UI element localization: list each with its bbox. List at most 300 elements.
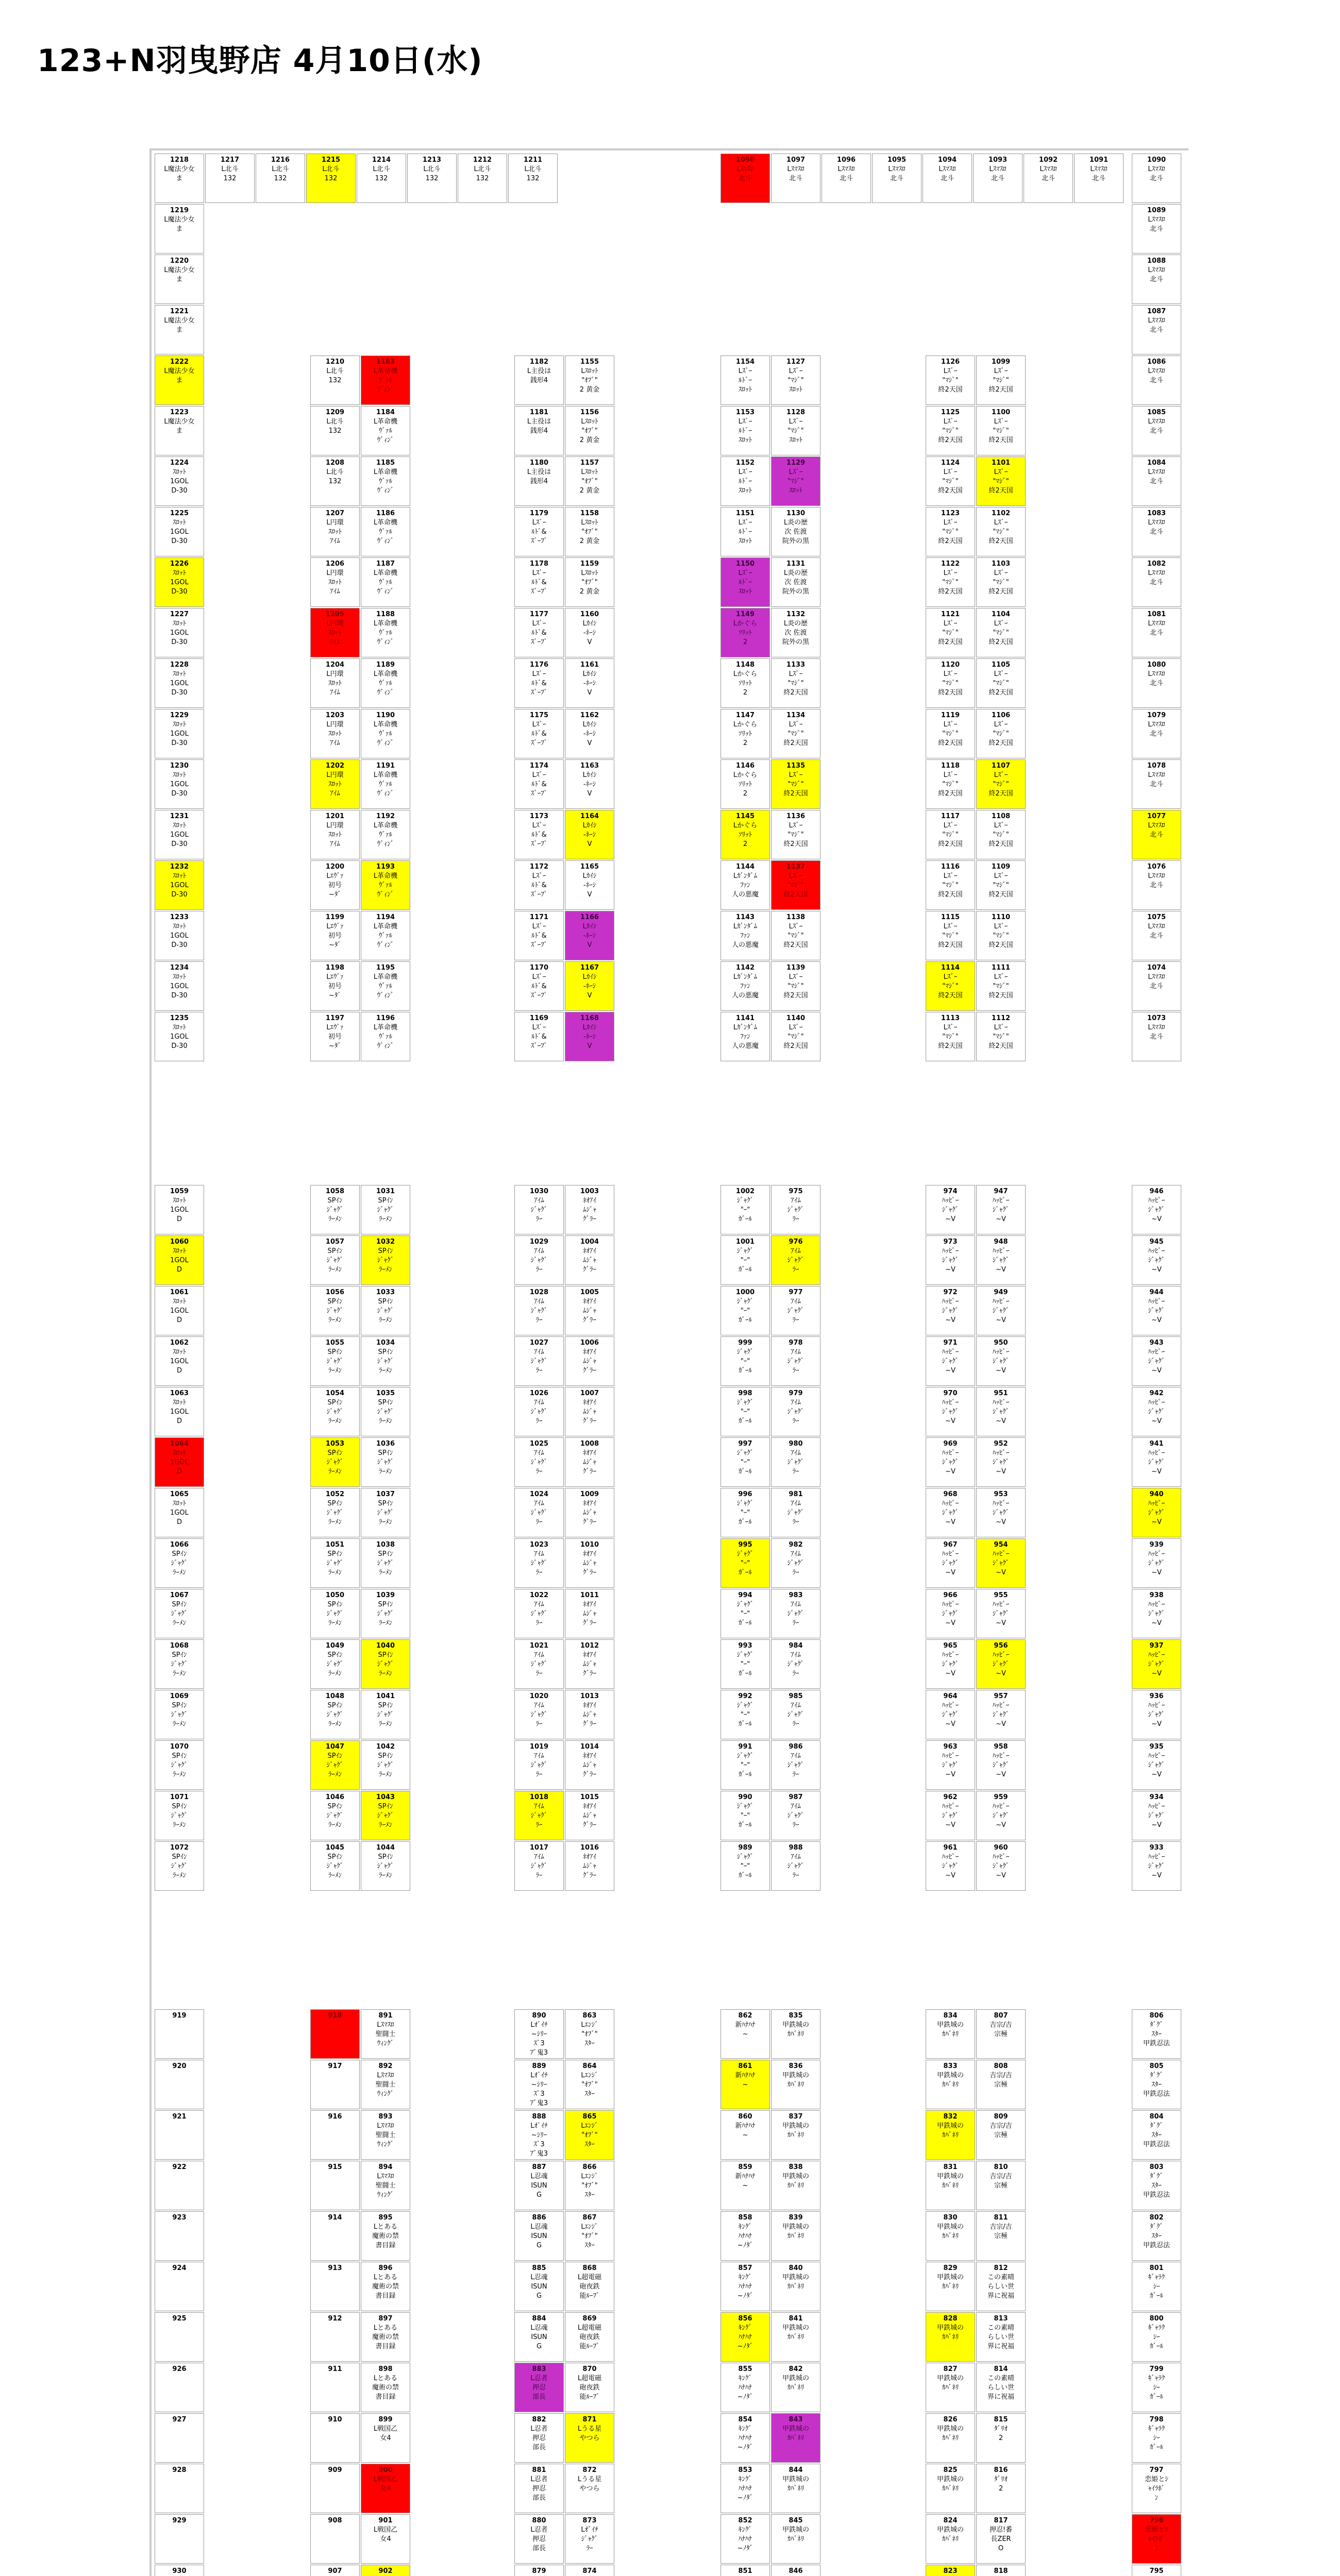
machine-cell-1087[interactable] (1132, 305, 1181, 354)
machine-cell-935[interactable] (1132, 1740, 1181, 1790)
machine-cell-836[interactable] (771, 2060, 820, 2109)
machine-cell-1051[interactable] (310, 1538, 360, 1588)
machine-cell-859[interactable] (721, 2161, 770, 2210)
machine-cell-1216[interactable] (256, 154, 305, 203)
machine-cell-1052[interactable] (310, 1488, 360, 1537)
machine-cell-1108[interactable] (976, 810, 1026, 859)
machine-cell-805[interactable] (1132, 2060, 1181, 2109)
machine-cell-1054[interactable] (310, 1387, 360, 1436)
machine-cell-899[interactable] (361, 2413, 410, 2463)
machine-cell-1154[interactable] (721, 355, 770, 405)
machine-cell-949[interactable] (976, 1286, 1026, 1335)
machine-cell-1001[interactable] (721, 1235, 770, 1285)
machine-cell-926[interactable] (155, 2363, 204, 2412)
machine-cell-807[interactable] (976, 2009, 1026, 2059)
machine-cell-1024[interactable] (514, 1488, 564, 1537)
machine-cell-1084[interactable] (1132, 456, 1181, 506)
machine-cell-1214[interactable] (357, 154, 406, 203)
machine-cell-1022[interactable] (514, 1589, 564, 1638)
machine-cell-1209[interactable] (310, 406, 360, 455)
machine-cell-1223[interactable] (155, 406, 204, 455)
machine-cell-1042[interactable] (361, 1740, 410, 1790)
machine-cell-1110[interactable] (976, 911, 1026, 960)
machine-cell-1067[interactable] (155, 1589, 204, 1638)
machine-cell-1002[interactable] (721, 1185, 770, 1234)
machine-cell-817[interactable] (976, 2514, 1026, 2564)
machine-cell-1138[interactable] (771, 911, 820, 960)
machine-cell-1220[interactable] (155, 255, 204, 304)
machine-cell-961[interactable] (926, 1841, 975, 1891)
machine-cell-885[interactable] (514, 2262, 564, 2311)
machine-cell-1123[interactable] (926, 507, 975, 556)
machine-cell-1063[interactable] (155, 1387, 204, 1436)
machine-cell-1133[interactable] (771, 658, 820, 708)
machine-cell-1228[interactable] (155, 658, 204, 708)
machine-cell-1032[interactable] (361, 1235, 410, 1285)
machine-cell-1222[interactable] (155, 355, 204, 405)
machine-cell-1113[interactable] (926, 1012, 975, 1061)
machine-cell-865[interactable] (565, 2110, 614, 2160)
machine-cell-937[interactable] (1132, 1639, 1181, 1689)
machine-cell-1115[interactable] (926, 911, 975, 960)
machine-cell-815[interactable] (976, 2413, 1026, 2463)
machine-cell-1125[interactable] (926, 406, 975, 455)
machine-cell-990[interactable] (721, 1791, 770, 1840)
machine-cell-1143[interactable] (721, 911, 770, 960)
machine-cell-1178[interactable] (514, 557, 564, 607)
machine-cell-977[interactable] (771, 1286, 820, 1335)
machine-cell-1184[interactable] (361, 406, 410, 455)
machine-cell-1099[interactable] (976, 355, 1026, 405)
machine-cell-1010[interactable] (565, 1538, 614, 1588)
machine-cell-940[interactable] (1132, 1488, 1181, 1537)
machine-cell-893[interactable] (361, 2110, 410, 2160)
machine-cell-1100[interactable] (976, 406, 1026, 455)
machine-cell-934[interactable] (1132, 1791, 1181, 1840)
machine-cell-888[interactable] (514, 2110, 564, 2160)
machine-cell-1134[interactable] (771, 709, 820, 758)
machine-cell-1151[interactable] (721, 507, 770, 556)
machine-cell-1091[interactable] (1074, 154, 1124, 203)
machine-cell-823[interactable] (926, 2565, 975, 2576)
machine-cell-1199[interactable] (310, 911, 360, 960)
machine-cell-1101[interactable] (976, 456, 1026, 506)
machine-cell-1152[interactable] (721, 456, 770, 506)
machine-cell-941[interactable] (1132, 1437, 1181, 1487)
machine-cell-956[interactable] (976, 1639, 1026, 1689)
machine-cell-854[interactable] (721, 2413, 770, 2463)
machine-cell-886[interactable] (514, 2211, 564, 2261)
machine-cell-1008[interactable] (565, 1437, 614, 1487)
machine-cell-1028[interactable] (514, 1286, 564, 1335)
machine-cell-1078[interactable] (1132, 759, 1181, 809)
machine-cell-1058[interactable] (310, 1185, 360, 1234)
machine-cell-1208[interactable] (310, 456, 360, 506)
machine-cell-982[interactable] (771, 1538, 820, 1588)
machine-cell-894[interactable] (361, 2161, 410, 2210)
machine-cell-968[interactable] (926, 1488, 975, 1537)
machine-cell-1205[interactable] (310, 608, 360, 657)
machine-cell-1007[interactable] (565, 1387, 614, 1436)
machine-cell-1225[interactable] (155, 507, 204, 556)
machine-cell-1215[interactable] (306, 154, 356, 203)
machine-cell-1114[interactable] (926, 961, 975, 1011)
machine-cell-1040[interactable] (361, 1639, 410, 1689)
machine-cell-808[interactable] (976, 2060, 1026, 2109)
machine-cell-1020[interactable] (514, 1690, 564, 1739)
machine-cell-892[interactable] (361, 2060, 410, 2109)
machine-cell-889[interactable] (514, 2060, 564, 2109)
machine-cell-1200[interactable] (310, 860, 360, 910)
machine-cell-853[interactable] (721, 2464, 770, 2513)
machine-cell-907[interactable] (310, 2565, 360, 2576)
machine-cell-925[interactable] (155, 2312, 204, 2362)
machine-cell-799[interactable] (1132, 2363, 1181, 2412)
machine-cell-913[interactable] (310, 2262, 360, 2311)
machine-cell-992[interactable] (721, 1690, 770, 1739)
machine-cell-985[interactable] (771, 1690, 820, 1739)
machine-cell-918[interactable] (310, 2009, 360, 2059)
machine-cell-824[interactable] (926, 2514, 975, 2564)
machine-cell-936[interactable] (1132, 1690, 1181, 1739)
machine-cell-880[interactable] (514, 2514, 564, 2564)
machine-cell-1111[interactable] (976, 961, 1026, 1011)
machine-cell-1057[interactable] (310, 1235, 360, 1285)
machine-cell-806[interactable] (1132, 2009, 1181, 2059)
machine-cell-1175[interactable] (514, 709, 564, 758)
machine-cell-1085[interactable] (1132, 406, 1181, 455)
machine-cell-1025[interactable] (514, 1437, 564, 1487)
machine-cell-841[interactable] (771, 2312, 820, 2362)
machine-cell-833[interactable] (926, 2060, 975, 2109)
machine-cell-832[interactable] (926, 2110, 975, 2160)
machine-cell-810[interactable] (976, 2161, 1026, 2210)
machine-cell-862[interactable] (721, 2009, 770, 2059)
machine-cell-1089[interactable] (1132, 204, 1181, 253)
machine-cell-1120[interactable] (926, 658, 975, 708)
machine-cell-1102[interactable] (976, 507, 1026, 556)
machine-cell-882[interactable] (514, 2413, 564, 2463)
machine-cell-1213[interactable] (407, 154, 457, 203)
machine-cell-1069[interactable] (155, 1690, 204, 1739)
machine-cell-1096[interactable] (822, 154, 871, 203)
machine-cell-834[interactable] (926, 2009, 975, 2059)
machine-cell-1019[interactable] (514, 1740, 564, 1790)
machine-cell-887[interactable] (514, 2161, 564, 2210)
machine-cell-967[interactable] (926, 1538, 975, 1588)
machine-cell-856[interactable] (721, 2312, 770, 2362)
machine-cell-975[interactable] (771, 1185, 820, 1234)
machine-cell-1117[interactable] (926, 810, 975, 859)
machine-cell-1000[interactable] (721, 1286, 770, 1335)
machine-cell-1088[interactable] (1132, 255, 1181, 304)
machine-cell-883[interactable] (514, 2363, 564, 2412)
machine-cell-938[interactable] (1132, 1589, 1181, 1638)
machine-cell-825[interactable] (926, 2464, 975, 2513)
machine-cell-1177[interactable] (514, 608, 564, 657)
machine-cell-1049[interactable] (310, 1639, 360, 1689)
machine-cell-1207[interactable] (310, 507, 360, 556)
machine-cell-952[interactable] (976, 1437, 1026, 1487)
machine-cell-1159[interactable] (565, 557, 614, 607)
machine-cell-1064[interactable] (155, 1437, 204, 1487)
machine-cell-1018[interactable] (514, 1791, 564, 1840)
machine-cell-1124[interactable] (926, 456, 975, 506)
machine-cell-829[interactable] (926, 2262, 975, 2311)
machine-cell-1142[interactable] (721, 961, 770, 1011)
machine-cell-814[interactable] (976, 2363, 1026, 2412)
machine-cell-1156[interactable] (565, 406, 614, 455)
machine-cell-933[interactable] (1132, 1841, 1181, 1891)
machine-cell-1080[interactable] (1132, 658, 1181, 708)
machine-cell-1131[interactable] (771, 557, 820, 607)
machine-cell-1026[interactable] (514, 1387, 564, 1436)
machine-cell-1202[interactable] (310, 759, 360, 809)
machine-cell-1004[interactable] (565, 1235, 614, 1285)
machine-cell-912[interactable] (310, 2312, 360, 2362)
machine-cell-1013[interactable] (565, 1690, 614, 1739)
machine-cell-1160[interactable] (565, 608, 614, 657)
machine-cell-981[interactable] (771, 1488, 820, 1537)
machine-cell-1164[interactable] (565, 810, 614, 859)
machine-cell-1094[interactable] (923, 154, 972, 203)
machine-cell-997[interactable] (721, 1437, 770, 1487)
machine-cell-1070[interactable] (155, 1740, 204, 1790)
machine-cell-1075[interactable] (1132, 911, 1181, 960)
machine-cell-915[interactable] (310, 2161, 360, 2210)
machine-cell-969[interactable] (926, 1437, 975, 1487)
machine-cell-919[interactable] (155, 2009, 204, 2059)
machine-cell-816[interactable] (976, 2464, 1026, 2513)
machine-cell-1016[interactable] (565, 1841, 614, 1891)
machine-cell-1053[interactable] (310, 1437, 360, 1487)
machine-cell-946[interactable] (1132, 1185, 1181, 1234)
machine-cell-1081[interactable] (1132, 608, 1181, 657)
machine-cell-963[interactable] (926, 1740, 975, 1790)
machine-cell-1017[interactable] (514, 1841, 564, 1891)
machine-cell-1194[interactable] (361, 911, 410, 960)
machine-cell-1098[interactable] (721, 154, 770, 203)
machine-cell-835[interactable] (771, 2009, 820, 2059)
machine-cell-924[interactable] (155, 2262, 204, 2311)
machine-cell-830[interactable] (926, 2211, 975, 2261)
machine-cell-1226[interactable] (155, 557, 204, 607)
machine-cell-1169[interactable] (514, 1012, 564, 1061)
machine-cell-960[interactable] (976, 1841, 1026, 1891)
machine-cell-1103[interactable] (976, 557, 1026, 607)
machine-cell-1172[interactable] (514, 860, 564, 910)
machine-cell-1232[interactable] (155, 860, 204, 910)
machine-cell-1187[interactable] (361, 557, 410, 607)
machine-cell-1162[interactable] (565, 709, 614, 758)
machine-cell-1034[interactable] (361, 1336, 410, 1386)
machine-cell-828[interactable] (926, 2312, 975, 2362)
machine-cell-879[interactable] (514, 2565, 564, 2576)
machine-cell-1171[interactable] (514, 911, 564, 960)
machine-cell-1066[interactable] (155, 1538, 204, 1588)
machine-cell-1141[interactable] (721, 1012, 770, 1061)
machine-cell-1196[interactable] (361, 1012, 410, 1061)
machine-cell-1155[interactable] (565, 355, 614, 405)
machine-cell-995[interactable] (721, 1538, 770, 1588)
machine-cell-1037[interactable] (361, 1488, 410, 1537)
machine-cell-898[interactable] (361, 2363, 410, 2412)
machine-cell-1083[interactable] (1132, 507, 1181, 556)
machine-cell-1179[interactable] (514, 507, 564, 556)
machine-cell-1048[interactable] (310, 1690, 360, 1739)
machine-cell-953[interactable] (976, 1488, 1026, 1537)
machine-cell-1139[interactable] (771, 961, 820, 1011)
machine-cell-867[interactable] (565, 2211, 614, 2261)
machine-cell-1144[interactable] (721, 860, 770, 910)
machine-cell-1072[interactable] (155, 1841, 204, 1891)
machine-cell-1050[interactable] (310, 1589, 360, 1638)
machine-cell-1132[interactable] (771, 608, 820, 657)
machine-cell-1014[interactable] (565, 1740, 614, 1790)
machine-cell-1095[interactable] (872, 154, 922, 203)
machine-cell-1046[interactable] (310, 1791, 360, 1840)
machine-cell-909[interactable] (310, 2464, 360, 2513)
machine-cell-846[interactable] (771, 2565, 820, 2576)
machine-cell-871[interactable] (565, 2413, 614, 2463)
machine-cell-959[interactable] (976, 1791, 1026, 1840)
machine-cell-796[interactable] (1132, 2514, 1181, 2564)
machine-cell-1074[interactable] (1132, 961, 1181, 1011)
machine-cell-1126[interactable] (926, 355, 975, 405)
machine-cell-798[interactable] (1132, 2413, 1181, 2463)
machine-cell-984[interactable] (771, 1639, 820, 1689)
machine-cell-1119[interactable] (926, 709, 975, 758)
machine-cell-870[interactable] (565, 2363, 614, 2412)
machine-cell-1127[interactable] (771, 355, 820, 405)
machine-cell-1129[interactable] (771, 456, 820, 506)
machine-cell-838[interactable] (771, 2161, 820, 2210)
machine-cell-1030[interactable] (514, 1185, 564, 1234)
machine-cell-795[interactable] (1132, 2565, 1181, 2576)
machine-cell-804[interactable] (1132, 2110, 1181, 2160)
machine-cell-1217[interactable] (205, 154, 255, 203)
machine-cell-797[interactable] (1132, 2464, 1181, 2513)
machine-cell-1106[interactable] (976, 709, 1026, 758)
machine-cell-1068[interactable] (155, 1639, 204, 1689)
machine-cell-801[interactable] (1132, 2262, 1181, 2311)
machine-cell-1234[interactable] (155, 961, 204, 1011)
machine-cell-1163[interactable] (565, 759, 614, 809)
machine-cell-1128[interactable] (771, 406, 820, 455)
machine-cell-979[interactable] (771, 1387, 820, 1436)
machine-cell-1079[interactable] (1132, 709, 1181, 758)
machine-cell-971[interactable] (926, 1336, 975, 1386)
machine-cell-947[interactable] (976, 1185, 1026, 1234)
machine-cell-1021[interactable] (514, 1639, 564, 1689)
machine-cell-1038[interactable] (361, 1538, 410, 1588)
machine-cell-1011[interactable] (565, 1589, 614, 1638)
machine-cell-921[interactable] (155, 2110, 204, 2160)
machine-cell-1204[interactable] (310, 658, 360, 708)
machine-cell-858[interactable] (721, 2211, 770, 2261)
machine-cell-1166[interactable] (565, 911, 614, 960)
machine-cell-986[interactable] (771, 1740, 820, 1790)
machine-cell-1044[interactable] (361, 1841, 410, 1891)
machine-cell-1153[interactable] (721, 406, 770, 455)
machine-cell-1206[interactable] (310, 557, 360, 607)
machine-cell-950[interactable] (976, 1336, 1026, 1386)
machine-cell-1230[interactable] (155, 759, 204, 809)
machine-cell-1077[interactable] (1132, 810, 1181, 859)
machine-cell-1235[interactable] (155, 1012, 204, 1061)
machine-cell-978[interactable] (771, 1336, 820, 1386)
machine-cell-1136[interactable] (771, 810, 820, 859)
machine-cell-1062[interactable] (155, 1336, 204, 1386)
machine-cell-1121[interactable] (926, 608, 975, 657)
machine-cell-944[interactable] (1132, 1286, 1181, 1335)
machine-cell-1109[interactable] (976, 860, 1026, 910)
machine-cell-955[interactable] (976, 1589, 1026, 1638)
machine-cell-1045[interactable] (310, 1841, 360, 1891)
machine-cell-1122[interactable] (926, 557, 975, 607)
machine-cell-1193[interactable] (361, 860, 410, 910)
machine-cell-872[interactable] (565, 2464, 614, 2513)
machine-cell-1140[interactable] (771, 1012, 820, 1061)
machine-cell-855[interactable] (721, 2363, 770, 2412)
machine-cell-860[interactable] (721, 2110, 770, 2160)
machine-cell-987[interactable] (771, 1791, 820, 1840)
machine-cell-920[interactable] (155, 2060, 204, 2109)
machine-cell-1210[interactable] (310, 355, 360, 405)
machine-cell-945[interactable] (1132, 1235, 1181, 1285)
machine-cell-927[interactable] (155, 2413, 204, 2463)
machine-cell-1191[interactable] (361, 759, 410, 809)
machine-cell-1006[interactable] (565, 1336, 614, 1386)
machine-cell-914[interactable] (310, 2211, 360, 2261)
machine-cell-837[interactable] (771, 2110, 820, 2160)
machine-cell-976[interactable] (771, 1235, 820, 1285)
machine-cell-1212[interactable] (458, 154, 507, 203)
machine-cell-1167[interactable] (565, 961, 614, 1011)
machine-cell-827[interactable] (926, 2363, 975, 2412)
machine-cell-1023[interactable] (514, 1538, 564, 1588)
machine-cell-1137[interactable] (771, 860, 820, 910)
machine-cell-839[interactable] (771, 2211, 820, 2261)
machine-cell-831[interactable] (926, 2161, 975, 2210)
machine-cell-861[interactable] (721, 2060, 770, 2109)
machine-cell-1203[interactable] (310, 709, 360, 758)
machine-cell-943[interactable] (1132, 1336, 1181, 1386)
machine-cell-1043[interactable] (361, 1791, 410, 1840)
machine-cell-809[interactable] (976, 2110, 1026, 2160)
machine-cell-1086[interactable] (1132, 355, 1181, 405)
machine-cell-1198[interactable] (310, 961, 360, 1011)
machine-cell-1195[interactable] (361, 961, 410, 1011)
machine-cell-1157[interactable] (565, 456, 614, 506)
machine-cell-1065[interactable] (155, 1488, 204, 1537)
machine-cell-962[interactable] (926, 1791, 975, 1840)
machine-cell-1015[interactable] (565, 1791, 614, 1840)
machine-cell-1181[interactable] (514, 406, 564, 455)
machine-cell-1173[interactable] (514, 810, 564, 859)
machine-cell-869[interactable] (565, 2312, 614, 2362)
machine-cell-1224[interactable] (155, 456, 204, 506)
machine-cell-842[interactable] (771, 2363, 820, 2412)
machine-cell-917[interactable] (310, 2060, 360, 2109)
machine-cell-864[interactable] (565, 2060, 614, 2109)
machine-cell-1185[interactable] (361, 456, 410, 506)
machine-cell-1093[interactable] (973, 154, 1023, 203)
machine-cell-1090[interactable] (1132, 154, 1181, 203)
machine-cell-1218[interactable] (155, 154, 204, 203)
machine-cell-1147[interactable] (721, 709, 770, 758)
machine-cell-1201[interactable] (310, 810, 360, 859)
